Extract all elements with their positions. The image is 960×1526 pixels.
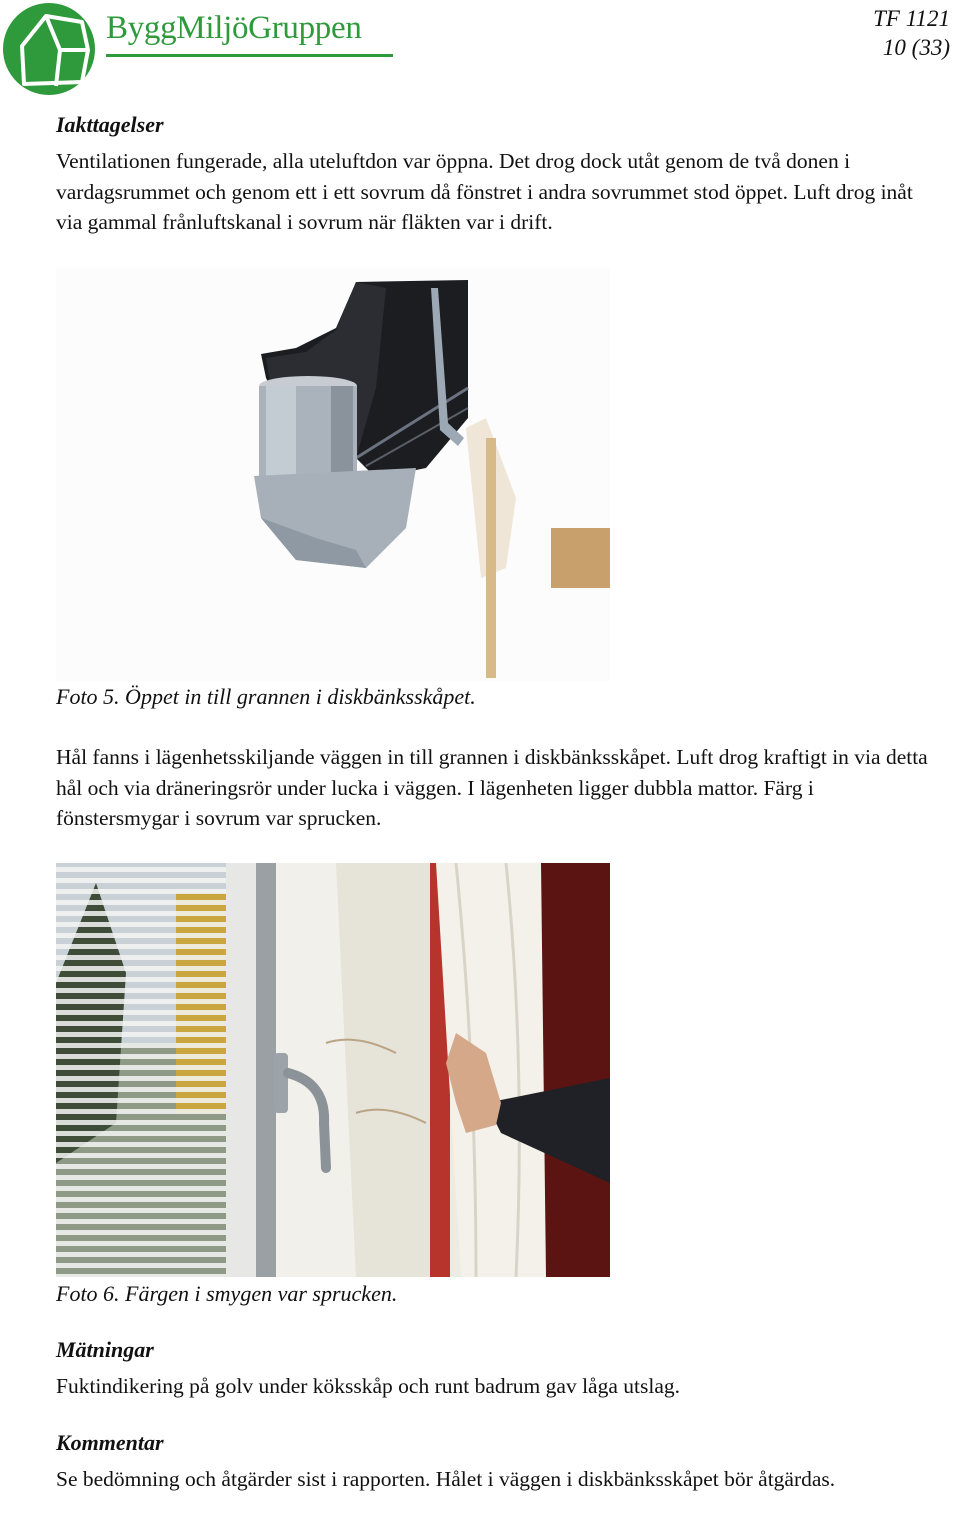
observations-heading: Iakttagelser: [56, 112, 164, 137]
photo-6: [56, 863, 610, 1277]
page-number: 10 (33): [882, 35, 950, 60]
document-id: TF 1121: [873, 6, 950, 31]
company-name: ByggMiljöGruppen: [106, 10, 362, 46]
measurements-heading: Mätningar: [56, 1337, 154, 1362]
logo-underline: [106, 54, 393, 57]
photo-6-caption: Foto 6. Färgen i smygen var sprucken.: [56, 1281, 398, 1306]
company-logo: [2, 2, 402, 97]
measurements-text: Fuktindikering på golv under köksskåp och runt badrum gav låga utslag.: [56, 1374, 680, 1398]
document-reference: [873, 4, 950, 62]
house-logo-icon: [2, 2, 102, 97]
comment-heading: Kommentar: [56, 1430, 164, 1455]
observations-text: Ventilationen fungerade, alla uteluftdon var öppna. Det drog dock utåt genom de två donen i vardagsrummet och genom ett i ett sovrum då fönstret i andra sovrummet stod öppet. Luft drog inåt via gammal frånluftskanal i sovrum när fläkten var i drift.: [56, 149, 913, 234]
comment-text: Se bedömning och åtgärder sist i rapporten. Hålet i väggen i diskbänksskåpet bör åtgärdas.: [56, 1467, 836, 1491]
photo-5-caption: Foto 5. Öppet in till grannen i diskbänksskåpet.: [56, 684, 476, 709]
photo-5: [56, 268, 610, 681]
hole-description-text: Hål fanns i lägenhetsskiljande väggen in till grannen i diskbänksskåpet. Luft drog kraftigt in via detta hål och via dräneringsrör under lucka i väggen. I lägenheten ligger dubbla mattor. Färg i fönstersmygar i sovrum var sprucken.: [56, 745, 928, 830]
